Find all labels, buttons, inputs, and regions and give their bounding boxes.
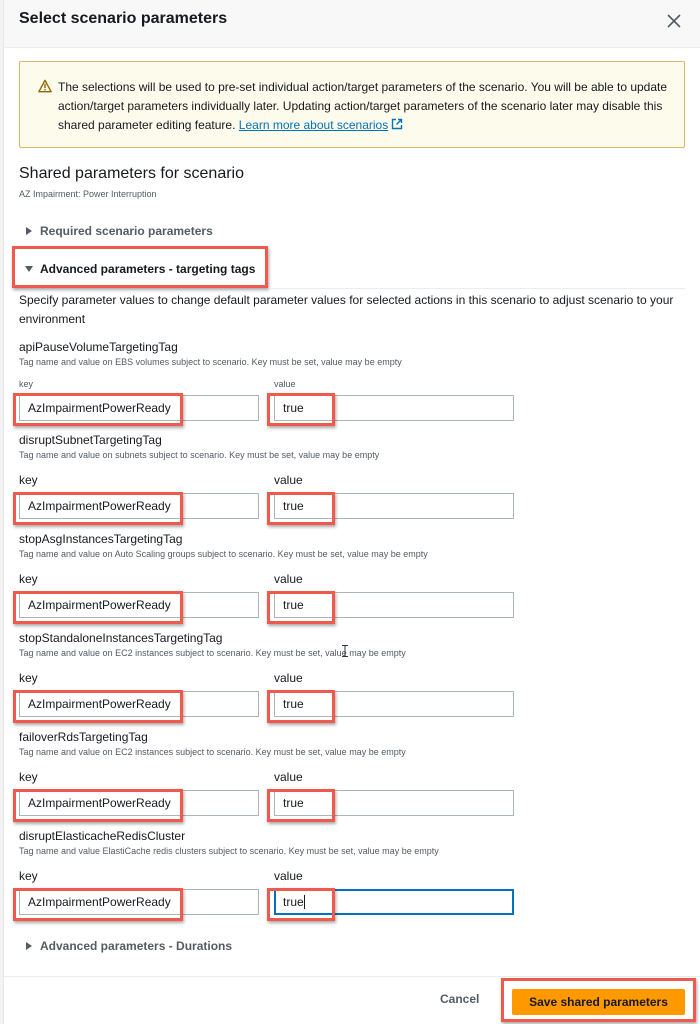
external-link-icon [391, 118, 403, 130]
text-cursor [304, 895, 305, 909]
close-button[interactable] [662, 9, 686, 33]
param-apiPauseVolumeTargetingTag [19, 340, 689, 415]
value-label: value [274, 473, 303, 487]
param-name: disruptSubnetTargetingTag [19, 433, 162, 447]
key-label: key [19, 379, 34, 389]
expander-advanced-durations[interactable] [25, 939, 232, 953]
param-description: Tag name and value ElastiCache redis clusters subject to scenario. Key must be set, value may be empty [19, 846, 439, 856]
value-input[interactable]: true [274, 691, 514, 717]
caret-down-icon [25, 265, 33, 273]
learn-more-link[interactable] [239, 118, 403, 132]
key-label: key [19, 473, 38, 487]
close-icon [662, 9, 686, 33]
param-disruptSubnetTargetingTag [19, 433, 689, 513]
learn-more-label: Learn more about scenarios [238, 118, 389, 132]
value-label: value [274, 770, 303, 784]
save-shared-parameters-button[interactable]: Save shared parameters [512, 989, 685, 1015]
value-text: true [283, 895, 304, 909]
section-title: Shared parameters for scenario [19, 165, 244, 182]
param-failoverRdsTargetingTag [19, 730, 689, 810]
key-label: key [19, 869, 38, 883]
value-input[interactable]: true [274, 592, 514, 618]
footer-divider [4, 976, 700, 977]
param-description: Tag name and value on Auto Scaling groups subject to scenario. Key must be set, value may be empty [19, 549, 428, 559]
value-input[interactable]: true [274, 493, 514, 519]
value-input[interactable]: true [274, 790, 514, 816]
param-name: disruptElasticacheRedisCluster [19, 829, 186, 843]
warning-alert [19, 61, 685, 148]
key-label: key [19, 572, 38, 586]
param-description: Tag name and value on EC2 instances subject to scenario. Key must be set, value may be empty [19, 648, 406, 658]
expander-label: Advanced parameters - targeting tags [40, 262, 256, 276]
key-label: key [19, 770, 38, 784]
expander-label: Advanced parameters - Durations [40, 939, 233, 953]
param-name: failoverRdsTargetingTag [19, 730, 148, 744]
section-subtitle: AZ Impairment: Power Interruption [19, 189, 157, 199]
key-input[interactable]: AzImpairmentPowerReady [19, 889, 259, 915]
key-input[interactable]: AzImpairmentPowerReady [19, 592, 259, 618]
param-description: Tag name and value on EC2 instances subject to scenario. Key must be set, value may be empty [19, 747, 406, 757]
alert-message: The selections will be used to pre-set individual action/target parameters of the scenario. You will be able to update action/target parameters individually later. Updating action/target parameters of the scenario later may disable this shared parameter editing feature. [58, 80, 668, 132]
key-input[interactable]: AzImpairmentPowerReady [19, 691, 259, 717]
cancel-button[interactable]: Cancel [440, 992, 480, 1006]
caret-right-icon [25, 227, 33, 235]
param-name: stopAsgInstancesTargetingTag [19, 532, 183, 546]
alert-text [58, 78, 676, 135]
param-stopStandaloneInstancesTargetingTag [19, 631, 689, 711]
advanced-description: Specify parameter values to change default parameter values for selected actions in this scenario to adjust scenario to your environment [19, 293, 674, 326]
expander-advanced-targeting-tags[interactable] [25, 262, 255, 276]
value-input[interactable]: true [274, 395, 514, 421]
left-edge [0, 0, 4, 1024]
param-name: apiPauseVolumeTargetingTag [19, 340, 178, 354]
expander-label: Required scenario parameters [40, 224, 213, 238]
param-disruptElasticacheRedisCluster [19, 829, 689, 909]
value-label: value [274, 671, 303, 685]
value-label: value [274, 379, 296, 389]
param-stopAsgInstancesTargetingTag [19, 532, 689, 612]
caret-right-icon [25, 942, 33, 950]
param-description: Tag name and value on subnets subject to scenario. Key must be set, value may be empty [19, 450, 380, 460]
warning-icon [38, 79, 52, 93]
mouse-ibeam-cursor-icon [342, 645, 348, 657]
value-label: value [274, 572, 303, 586]
expander-required-parameters[interactable] [25, 224, 213, 238]
divider [270, 288, 685, 289]
dialog-title: Select scenario parameters [19, 10, 228, 27]
key-input[interactable]: AzImpairmentPowerReady [19, 493, 259, 519]
key-input[interactable]: AzImpairmentPowerReady [19, 790, 259, 816]
value-label: value [274, 869, 303, 883]
key-input[interactable]: AzImpairmentPowerReady [19, 395, 259, 421]
key-label: key [19, 671, 38, 685]
param-name: stopStandaloneInstancesTargetingTag [19, 631, 223, 645]
dialog-header [4, 0, 700, 48]
value-input-focused[interactable] [274, 889, 514, 915]
param-description: Tag name and value on EBS volumes subject to scenario. Key must be set, value may be empty [19, 357, 402, 367]
